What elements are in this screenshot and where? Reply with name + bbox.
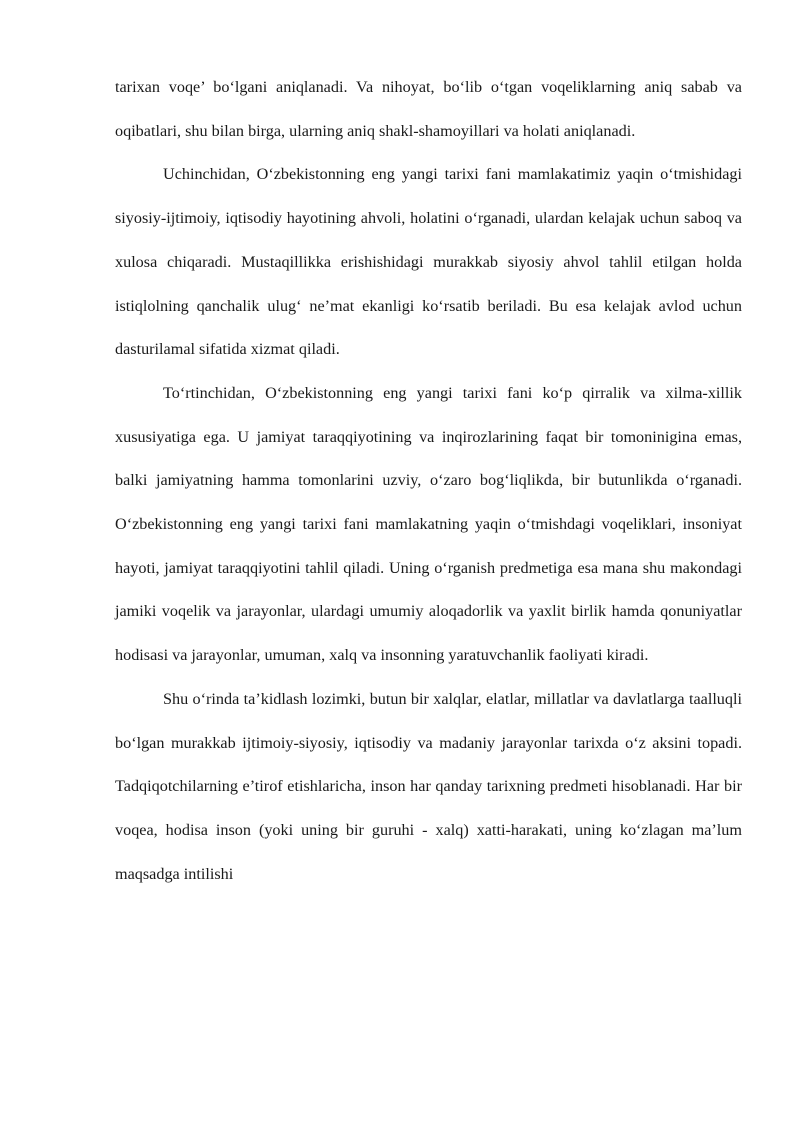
paragraph-1: tarixan voqe’ bo‘lgani aniqlanadi. Va nihoyat, bo‘lib o‘tgan voqeliklarning aniq sabab va oqibatlari, shu bilan birga, ularning aniq shakl-shamoyillari va holati aniqlanadi.	[115, 78, 742, 140]
document-page	[115, 66, 742, 896]
paragraph-4: Shu o‘rinda ta’kidlash lozimki, butun bir xalqlar, elatlar, millatlar va davlatlarga taalluqli bo‘lgan murakkab ijtimoiy-siyosiy, iqtisodiy va madaniy jarayonlar tarixda o‘z aksini topadi. Tadqiqotchilarning e’tirof etishlaricha, inson har qanday tarixning predmeti hisoblanadi. Har bir voqea, hodisa inson (yoki uning bir guruhi - xalq) xatti-harakati, uning ko‘zlagan ma’lum maqsadga intilishi	[115, 689, 742, 883]
paragraph-3: To‘rtinchidan, O‘zbekistonning eng yangi tarixi fani ko‘p qirralik va xilma-xillik xususiyatiga ega. U jamiyat taraqqiyotining va inqirozlarining faqat bir tomoninigina emas, balki jamiyatning hamma tomonlarini uzviy, o‘zaro bog‘liqlikda, bir butunlikda o‘rganadi. O‘zbekistonning eng yangi tarixi fani mamlakatning yaqin o‘tmishdagi voqeliklari, insoniyat hayoti, jamiyat taraqqiyotini tahlil qiladi. Uning o‘rganish predmetiga esa mana shu makondagi jamiki voqelik va jarayonlar, ulardagi umumiy aloqadorlik va yaxlit birlik hamda qonuniyatlar hodisasi va jarayonlar, umuman, xalq va insonning yaratuvchanlik faoliyati kiradi.	[115, 383, 742, 665]
paragraph-2: Uchinchidan, O‘zbekistonning eng yangi tarixi fani mamlakatimiz yaqin o‘tmishidagi siyosiy-ijtimoiy, iqtisodiy hayotining ahvoli, holatini o‘rganadi, ulardan kelajak uchun saboq va xulosa chiqaradi. Mustaqillikka erishishidagi murakkab siyosiy ahvol tahlil etilgan holda istiqlolning qanchalik ulug‘ ne’mat ekanligi ko‘rsatib beriladi. Bu esa kelajak avlod uchun dasturilamal sifatida xizmat qiladi.	[115, 165, 742, 359]
